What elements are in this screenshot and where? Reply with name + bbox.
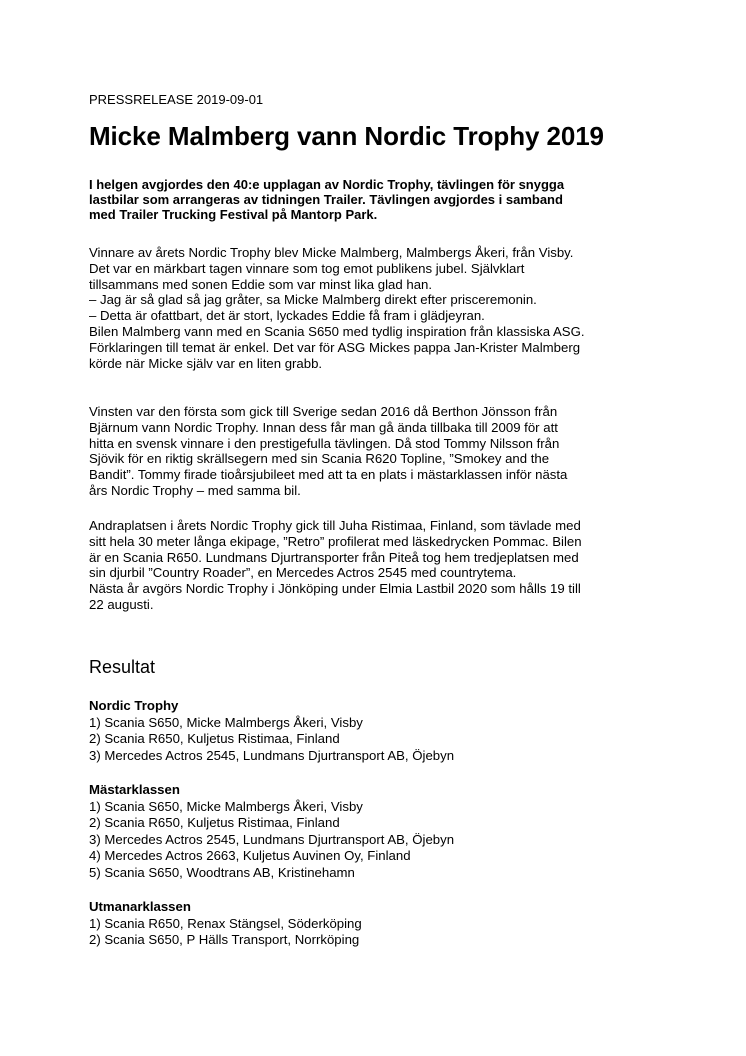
results-group-title: Mästarklassen — [89, 782, 180, 797]
paragraph-line: sitt hela 30 meter långa ekipage, ”Retro” profilerat med läskedrycken Pommac. Bilen — [89, 533, 582, 549]
results-item: 4) Mercedes Actros 2663, Kuljetus Auvinen Oy, Finland — [89, 848, 411, 863]
paragraph-line: års Nordic Trophy – med samma bil. — [89, 482, 301, 498]
paragraph-line: Andraplatsen i årets Nordic Trophy gick till Juha Ristimaa, Finland, som tävlade med — [89, 518, 581, 533]
results-group-utmanarklassen — [89, 899, 669, 949]
results-item: 1) Scania S650, Micke Malmbergs Åkeri, Visby — [89, 798, 363, 814]
results-list — [89, 698, 669, 967]
paragraph-line: sin djurbil ”Country Roader”, en Mercedes Actros 2545 med countrytema. — [89, 565, 517, 581]
paragraph-line: Bjärnum vann Nordic Trophy. Innan dess får man gå ända tillbaka till 2009 för att — [89, 419, 558, 435]
results-item: 2) Scania R650, Kuljetus Ristimaa, Finland — [89, 731, 340, 746]
paragraph-line: Förklaringen till temat är enkel. Det var för ASG Mickes pappa Jan-Krister Malmberg — [89, 339, 581, 355]
results-item: 2) Scania R650, Kuljetus Ristimaa, Finland — [89, 815, 340, 830]
results-heading: Resultat — [89, 657, 156, 677]
lead-paragraph — [89, 177, 669, 222]
paragraph-line: Nästa år avgörs Nordic Trophy i Jönköping under Elmia Lastbil 2020 som hålls 19 till — [89, 581, 581, 597]
lead-line: I helgen avgjordes den 40:e upplagan av Nordic Trophy, tävlingen för snygga — [89, 177, 565, 192]
paragraph-line: Vinnare av årets Nordic Trophy blev Micke Malmberg, Malmbergs Åkeri, från Visby. — [89, 245, 574, 260]
results-item: 3) Mercedes Actros 2545, Lundmans Djurtransport AB, Öjebyn — [89, 747, 455, 763]
dateline: PRESSRELEASE 2019-09-01 — [89, 92, 264, 107]
paragraph-line: Det var en märkbart tagen vinnare som tog emot publikens jubel. Självklart — [89, 260, 525, 276]
results-item: 3) Mercedes Actros 2545, Lundmans Djurtransport AB, Öjebyn — [89, 831, 455, 847]
paragraph-line: är en Scania R650. Lundmans Djurtransporter från Piteå tog hem tredjeplatsen med — [89, 549, 579, 565]
paragraph-line: körde när Micke själv var en liten grabb. — [89, 355, 323, 371]
body-paragraph-1 — [89, 245, 669, 371]
results-group-mastarklassen — [89, 782, 669, 881]
paragraph-line: Vinsten var den första som gick till Sverige sedan 2016 då Berthon Jönsson från — [89, 404, 558, 419]
paragraph-line: hitta en svensk vinnare i den prestigefulla tävlingen. Då stod Tommy Nilsson från — [89, 435, 560, 451]
results-item: 5) Scania S650, Woodtrans AB, Kristinehamn — [89, 864, 355, 880]
lead-line: med Trailer Trucking Festival på Mantorp Park. — [89, 207, 378, 222]
paragraph-line: Bilen Malmberg vann med en Scania S650 med tydlig inspiration från klassiska ASG. — [89, 323, 585, 339]
paragraph-line: Sjövik för en riktig skrällsegern med sin Scania R620 Topline, ”Smokey and the — [89, 451, 550, 467]
paragraph-line: 22 augusti. — [89, 596, 154, 612]
lead-line: lastbilar som arrangeras av tidningen Trailer. Tävlingen avgjordes i samband — [89, 192, 563, 207]
results-item: 2) Scania S650, P Hälls Transport, Norrköping — [89, 932, 360, 947]
page-title: Micke Malmberg vann Nordic Trophy 2019 — [89, 121, 604, 151]
results-group-title: Nordic Trophy — [89, 698, 179, 713]
paragraph-line: – Detta är ofattbart, det är stort, lyckades Eddie få fram i glädjeyran. — [89, 308, 485, 324]
results-group-nordic-trophy — [89, 698, 669, 764]
results-item: 1) Scania R650, Renax Stängsel, Söderköping — [89, 915, 362, 931]
paragraph-line: Bandit”. Tommy firade tioårsjubileet med att ta en plats i mästarklassen inför nästa — [89, 467, 568, 483]
body-paragraph-3 — [89, 518, 669, 613]
body-paragraph-2 — [89, 404, 669, 499]
results-group-title: Utmanarklassen — [89, 899, 191, 914]
results-item: 1) Scania S650, Micke Malmbergs Åkeri, Visby — [89, 714, 363, 730]
paragraph-line: – Jag är så glad så jag gråter, sa Micke Malmberg direkt efter prisceremonin. — [89, 292, 537, 308]
paragraph-line: tillsammans med sonen Eddie som var minst lika glad han. — [89, 276, 433, 292]
